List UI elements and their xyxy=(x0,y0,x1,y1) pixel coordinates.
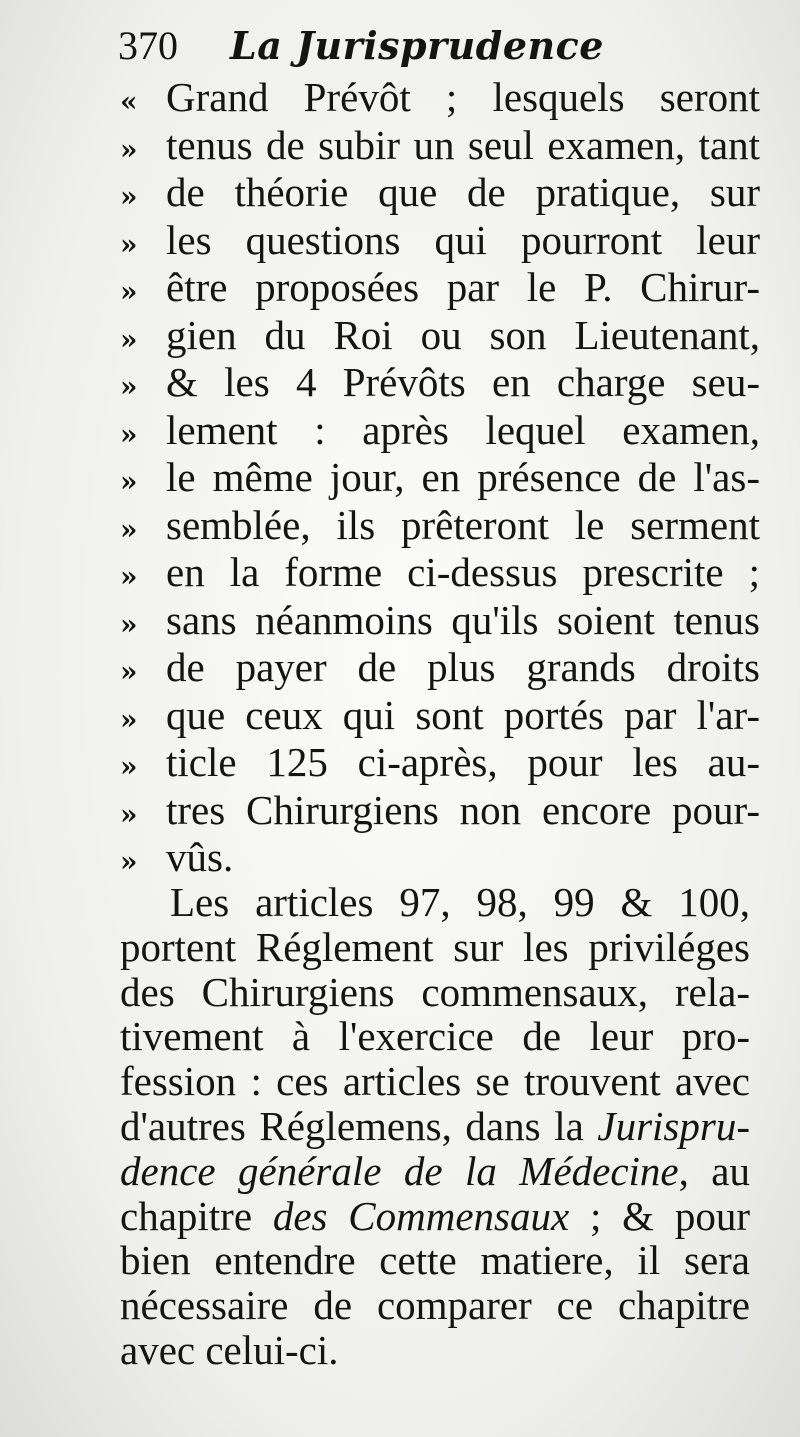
paragraph-text: Les articles 97, 98, 99 & 100, xyxy=(170,879,750,925)
quote-text: & les 4 Prévôts en charge seu- xyxy=(166,359,760,405)
quote-mark: » xyxy=(120,132,138,166)
quote-text: Grand Prévôt ; lesquels seront xyxy=(166,74,760,120)
quote-text: gien du Roi ou son Lieutenant, xyxy=(166,311,760,358)
quote-mark: » xyxy=(120,322,138,356)
body-paragraph xyxy=(120,880,750,1373)
quote-line xyxy=(120,644,760,692)
paragraph-line xyxy=(120,925,750,970)
running-title: La Jurisprudence xyxy=(230,23,604,68)
paragraph-text: des Chirurgiens commensaux, rela- xyxy=(120,968,750,1015)
quote-mark: » xyxy=(120,417,138,451)
quote-mark: » xyxy=(120,845,138,878)
paragraph-line xyxy=(120,1059,750,1104)
quote-line xyxy=(120,597,760,645)
quote-line xyxy=(120,834,760,882)
quote-text: de théorie que de pratique, sur xyxy=(166,169,760,215)
paragraph-line xyxy=(120,970,750,1015)
paragraph-text: , au xyxy=(678,1147,750,1194)
quote-text: ticle 125 ci-après, pour les au- xyxy=(166,739,760,785)
paragraph-text: nécessaire de comparer ce chapitre xyxy=(120,1282,750,1329)
quote-text: lement : après lequel examen, xyxy=(166,406,760,453)
quote-line xyxy=(120,122,760,170)
quote-line xyxy=(120,264,760,312)
paragraph-line xyxy=(120,1238,750,1283)
quote-line xyxy=(120,407,760,455)
quote-mark: » xyxy=(120,275,138,308)
paragraph-text: chapitre xyxy=(120,1192,273,1239)
quote-text: être proposées par le P. Chirur- xyxy=(166,264,760,310)
quote-line xyxy=(120,454,760,502)
paragraph-line xyxy=(120,1149,750,1194)
paragraph-text: avec celui-ci. xyxy=(120,1326,339,1373)
quote-line xyxy=(120,74,760,122)
quote-line xyxy=(120,549,760,597)
paragraph-text: tivement à l'exercice de leur pro- xyxy=(120,1013,750,1060)
book-title-italic: dence générale de la Médecine xyxy=(120,1147,679,1194)
quote-mark: » xyxy=(120,655,138,688)
quote-text: le même jour, en présence de l'as- xyxy=(166,454,760,500)
quote-text: tenus de subir un seul examen, tant xyxy=(166,121,760,168)
quote-text: semblée, ils prêteront le serment xyxy=(166,501,760,548)
quote-line xyxy=(120,312,760,360)
paragraph-text: bien entendre cette matiere, il sera xyxy=(120,1237,750,1284)
quote-line xyxy=(120,217,760,265)
quote-text: en la forme ci-dessus prescrite ; xyxy=(166,549,760,595)
quote-line xyxy=(120,359,760,407)
paragraph-line xyxy=(120,1104,750,1149)
quote-mark: » xyxy=(120,370,138,403)
quote-text: tres Chirurgiens non encore pour- xyxy=(166,786,760,833)
quote-text: sans néanmoins qu'ils soient tenus xyxy=(166,596,760,643)
book-title-italic: Jurispru- xyxy=(597,1102,750,1149)
quote-mark: » xyxy=(120,512,138,546)
paragraph-line xyxy=(120,880,750,925)
paragraph-text: d'autres Réglemens, dans la xyxy=(120,1102,598,1149)
paragraph-line xyxy=(120,1283,750,1328)
chapter-title-italic: des Commensaux xyxy=(272,1192,570,1239)
quote-mark: » xyxy=(120,465,138,498)
quote-text: vûs. xyxy=(166,834,234,880)
page-number: 370 xyxy=(118,23,178,68)
page-header xyxy=(118,22,604,70)
paragraph-text: ; & pour xyxy=(569,1192,751,1239)
quote-mark: » xyxy=(120,797,138,831)
quote-text: de payer de plus grands droits xyxy=(166,644,760,690)
quote-mark: » xyxy=(120,607,138,641)
quote-line xyxy=(120,692,760,740)
quote-line xyxy=(120,502,760,550)
quote-line xyxy=(120,739,760,787)
paragraph-text: portent Réglement sur les priviléges xyxy=(120,923,750,970)
quote-mark: » xyxy=(120,227,138,261)
quote-mark: » xyxy=(120,702,138,736)
paragraph-line xyxy=(120,1014,750,1059)
quote-mark: » xyxy=(120,180,138,213)
quote-mark: « xyxy=(120,85,138,118)
quote-mark: » xyxy=(120,560,138,593)
quote-text: que ceux qui sont portés par l'ar- xyxy=(166,691,760,738)
paragraph-text: fession : ces articles se trouvent avec xyxy=(120,1058,750,1105)
quote-line xyxy=(120,169,760,217)
quote-text: les questions qui pourront leur xyxy=(166,216,760,263)
paragraph-line xyxy=(120,1194,750,1239)
paragraph-line xyxy=(120,1328,750,1373)
quote-mark: » xyxy=(120,750,138,783)
quote-line xyxy=(120,787,760,835)
quoted-regulation xyxy=(120,74,760,882)
